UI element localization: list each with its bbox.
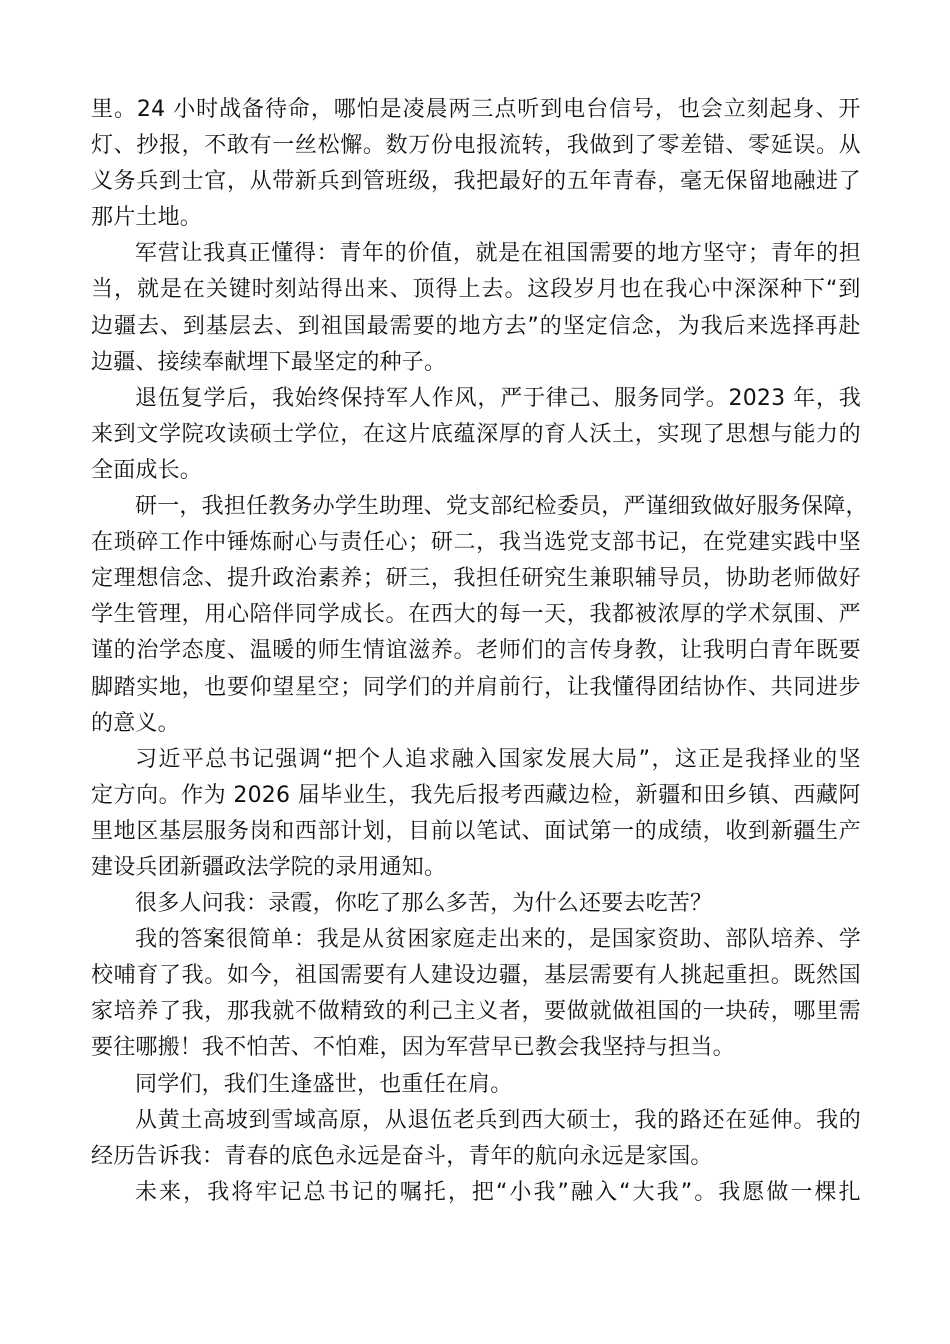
text-line: 谨 的 治 学 态 度 、 温 暖 的 师 生 情 谊 滋 养 。 老 师 们 的 言 传 身 教 ， 让 我 明 白 青 年 既 要 — [91, 638, 861, 664]
text-line: 习 近 平 总 书 记 强 调 “ 把 个 人 追 求 融 入 国 家 发 展 大 局 ” ， 这 正 是 我 择 业 的 坚 — [135, 746, 861, 772]
text-line: 全面成长。 — [91, 457, 203, 483]
text-line: 很多人问我：录霞，你吃了那么多苦，为什么还要去吃苦？ — [135, 891, 713, 917]
text-line: 建设兵团新疆政法学院的录用通知。 — [91, 854, 447, 880]
text-line: 退 伍 复 学 后 ， 我 始 终 保 持 军 人 作 风 ， 严 于 律 己 、 服 务 同 学 。 2023 年 ， 我 — [135, 385, 861, 411]
text-line: 家 培 养 了 我 ， 那 我 就 不 做 精 致 的 利 己 主 义 者 ， 要 做 就 做 祖 国 的 一 块 砖 ， 哪 里 需 — [91, 999, 861, 1025]
text-line: 里 地 区 基 层 服 务 岗 和 西 部 计 划 ， 目 前 以 笔 试 、 面 试 第 一 的 成 绩 ， 收 到 新 疆 生 产 — [91, 818, 861, 844]
text-line: 我 的 答 案 很 简 单 ： 我 是 从 贫 困 家 庭 走 出 来 的 ， 是 国 家 资 助 、 部 队 培 养 、 学 — [135, 927, 861, 953]
text-line: 在 琐 碎 工 作 中 锤 炼 耐 心 与 责 任 心 ； 研 二 ， 我 当 选 党 支 部 书 记 ， 在 党 建 实 践 中 坚 — [91, 530, 861, 556]
body-text — [91, 92, 868, 1211]
text-line: 未 来 ， 我 将 牢 记 总 书 记 的 嘱 托 ， 把 “ 小 我 ” 融 入 “ 大 我 ” 。 我 愿 做 一 棵 扎 — [135, 1179, 861, 1205]
text-line: 军 营 让 我 真 正 懂 得 ： 青 年 的 价 值 ， 就 是 在 祖 国 需 要 的 地 方 坚 守 ； 青 年 的 担 — [135, 241, 861, 267]
text-line: 定 方 向 。 作 为 2026 届 毕 业 生 ， 我 先 后 报 考 西 藏 边 检 ， 新 疆 和 田 乡 镇 、 西 藏 阿 — [91, 782, 861, 808]
text-line: 里 。 24 小 时 战 备 待 命 ， 哪 怕 是 凌 晨 两 三 点 听 到 电 台 信 号 ， 也 会 立 刻 起 身 、 开 — [91, 97, 861, 122]
text-line: 研 一 ， 我 担 任 教 务 办 学 生 助 理 、 党 支 部 纪 检 委 员 ， 严 谨 细 致 做 好 服 务 保 障 ， — [135, 494, 868, 520]
text-line: 的意义。 — [91, 710, 180, 736]
text-line: 灯 、 抄 报 ， 不 敢 有 一 丝 松 懈 。 数 万 份 电 报 流 转 ， 我 做 到 了 零 差 错 、 零 延 误 。 从 — [91, 133, 861, 159]
text-line: 要往哪搬！我不怕苦、不怕难，因为军营早已教会我坚持与担当。 — [91, 1035, 735, 1061]
text-line: 当 ， 就 是 在 关 键 时 刻 站 得 出 来 、 顶 得 上 去 。 这 段 岁 月 也 在 我 心 中 深 深 种 下 “ 到 — [91, 277, 861, 303]
text-line: 校 哺 育 了 我 。 如 今 ， 祖 国 需 要 有 人 建 设 边 疆 ， 基 层 需 要 有 人 挑 起 重 担 。 既 然 国 — [91, 963, 861, 989]
text-line: 学 生 管 理 ， 用 心 陪 伴 同 学 成 长 。 在 西 大 的 每 一 天 ， 我 都 被 浓 厚 的 学 术 氛 围 、 严 — [91, 602, 861, 628]
text-line: 边疆、接续奉献埋下最坚定的种子。 — [91, 349, 447, 375]
text-line: 来 到 文 学 院 攻 读 硕 士 学 位 ， 在 这 片 底 蕴 深 厚 的 育 人 沃 土 ， 实 现 了 思 想 与 能 力 的 — [91, 421, 861, 447]
text-line: 从 黄 土 高 坡 到 雪 域 高 原 ， 从 退 伍 老 兵 到 西 大 硕 士 ， 我 的 路 还 在 延 伸 。 我 的 — [135, 1107, 861, 1133]
text-line: 边 疆 去 、 到 基 层 去 、 到 祖 国 最 需 要 的 地 方 去 ” 的 坚 定 信 念 ， 为 我 后 来 选 择 再 赴 — [91, 313, 861, 339]
text-line: 脚 踏 实 地 ， 也 要 仰 望 星 空 ； 同 学 们 的 并 肩 前 行 ， 让 我 懂 得 团 结 协 作 、 共 同 进 步 — [91, 674, 861, 700]
text-line: 经历告诉我：青春的底色永远是奋斗，青年的航向永远是家国。 — [91, 1143, 713, 1169]
text-line: 义 务 兵 到 士 官 ， 从 带 新 兵 到 管 班 级 ， 我 把 最 好 的 五 年 青 春 ， 毫 无 保 留 地 融 进 了 — [91, 169, 861, 195]
text-line: 那片土地。 — [91, 205, 203, 231]
text-line: 同学们，我们生逢盛世，也重任在肩。 — [135, 1071, 513, 1097]
text-line: 定 理 想 信 念 、 提 升 政 治 素 养 ； 研 三 ， 我 担 任 研 究 生 兼 职 辅 导 员 ， 协 助 老 师 做 好 — [91, 566, 861, 592]
